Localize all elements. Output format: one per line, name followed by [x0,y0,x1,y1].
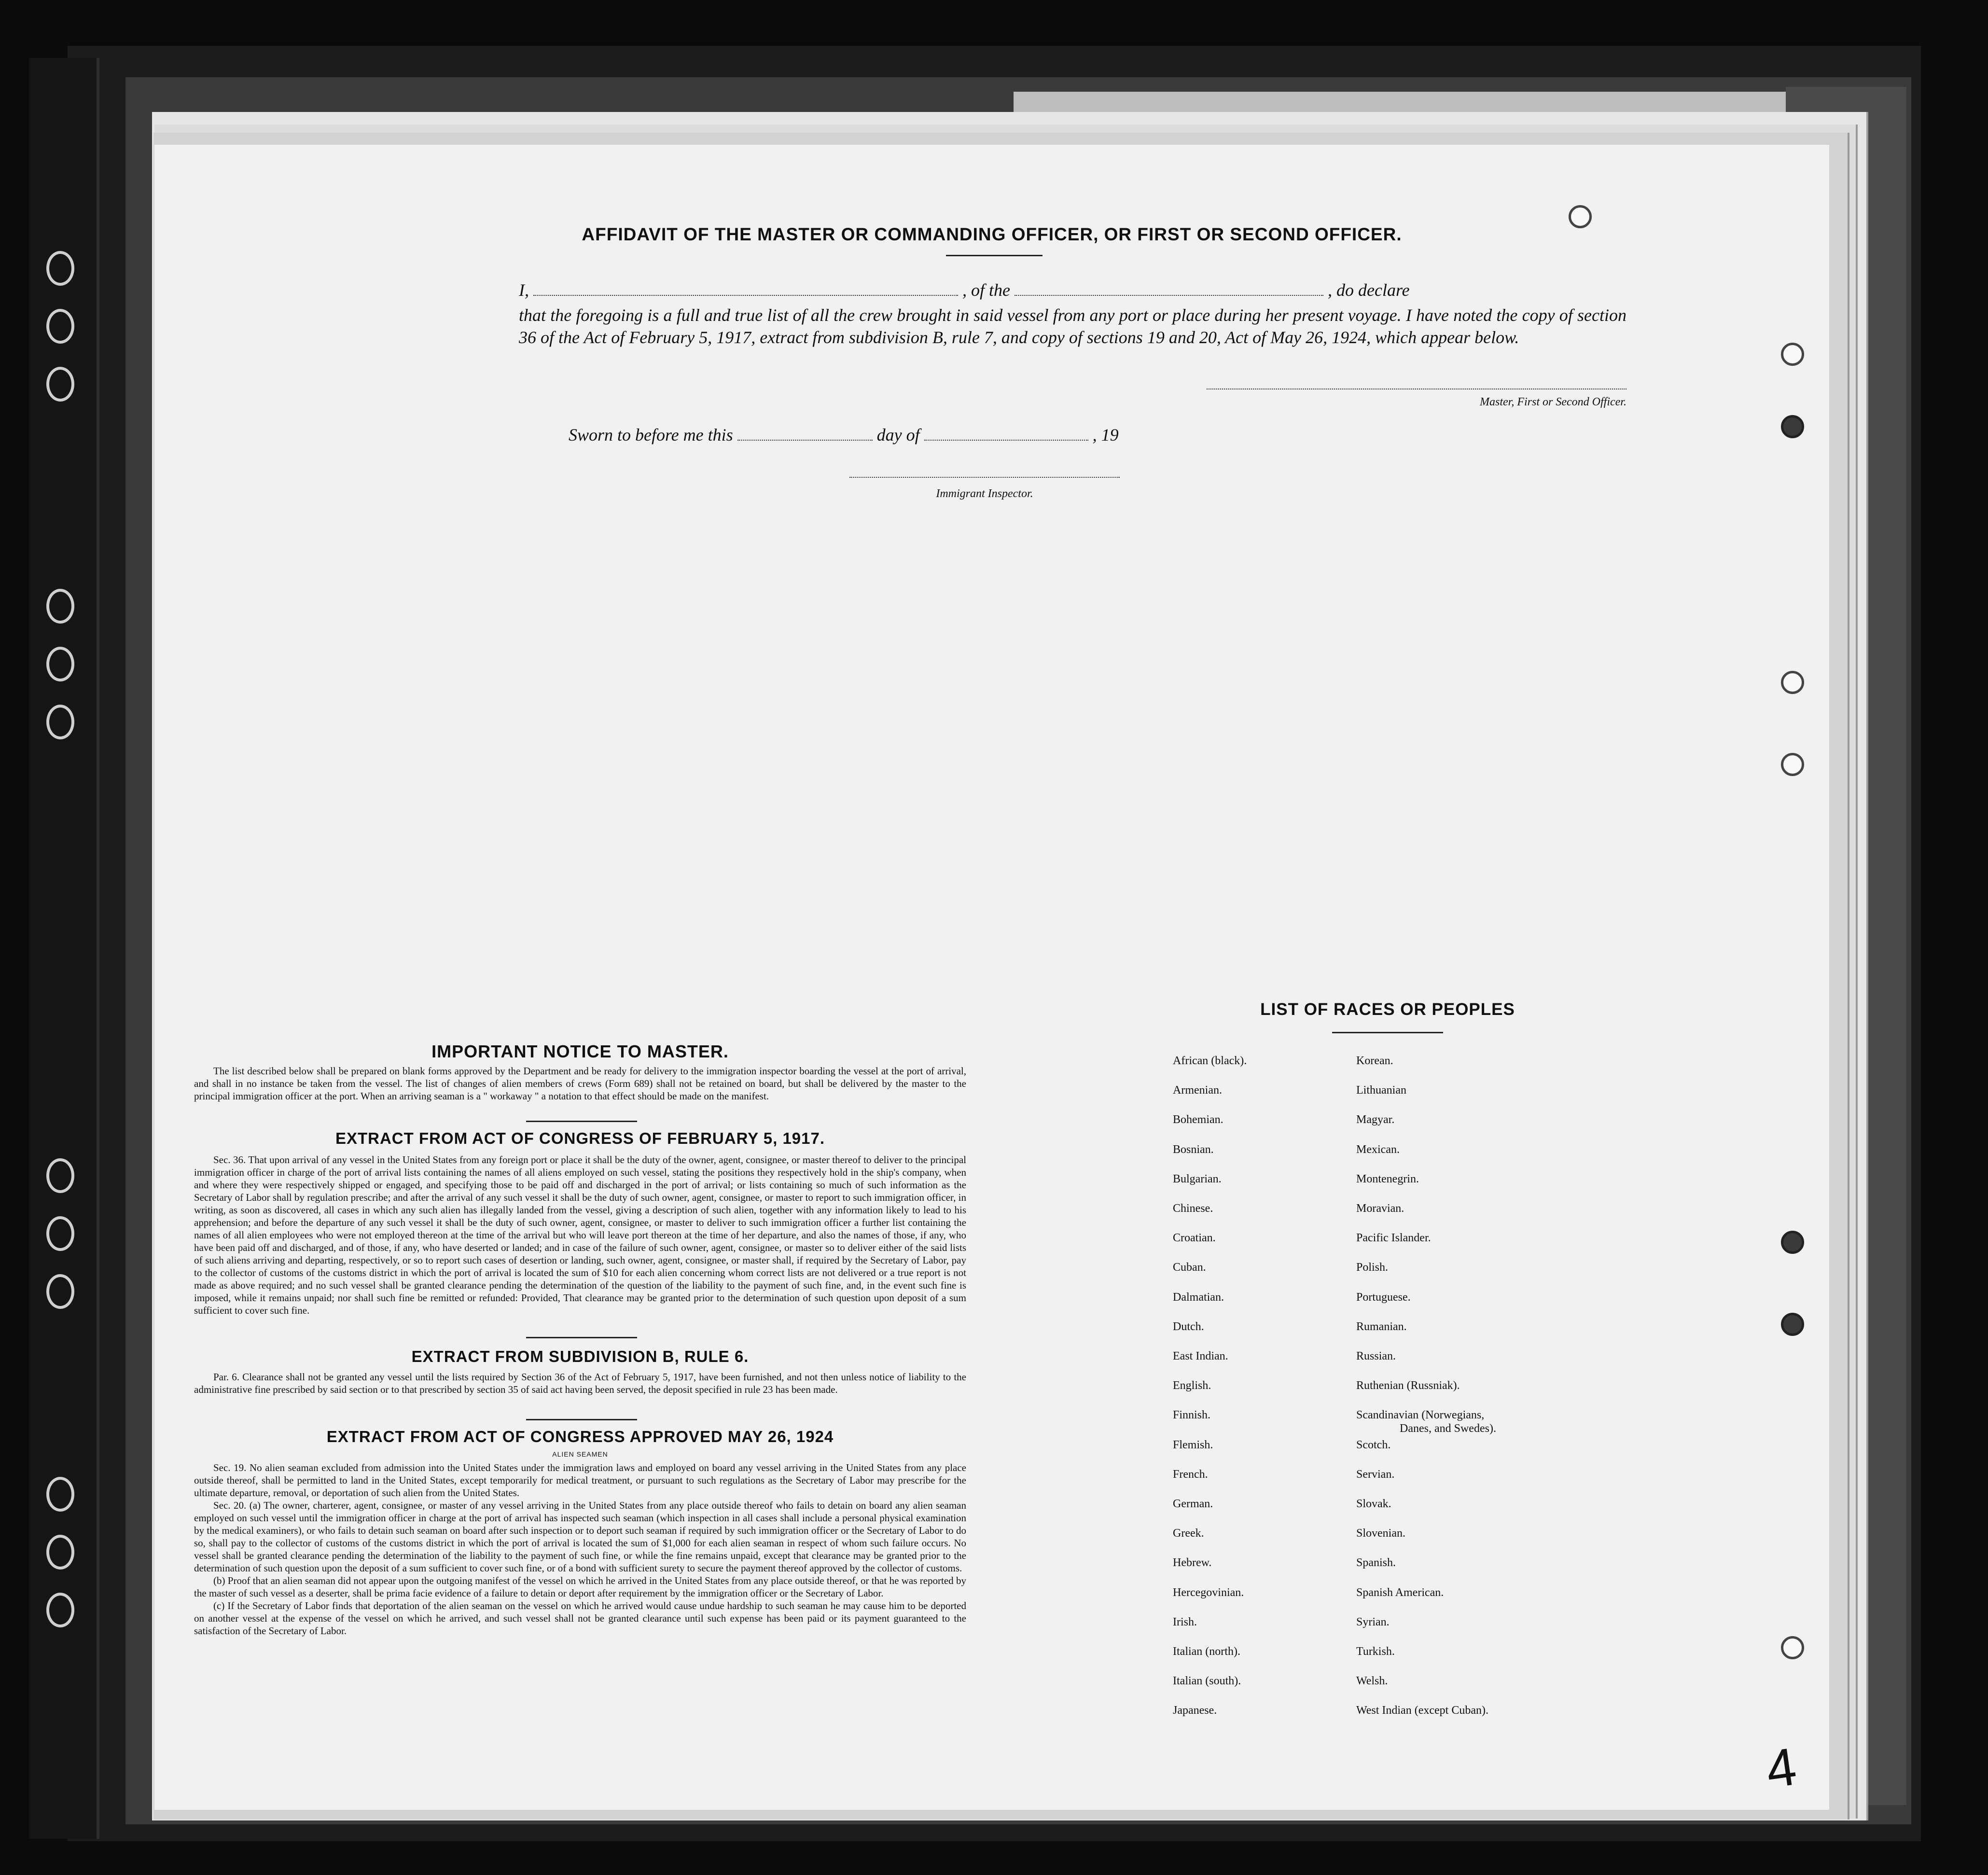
race-list-item: Hebrew. [1173,1556,1212,1569]
punch-hole [1781,1313,1804,1336]
section-20b-paragraph: (b) Proof that an alien seaman did not appear upon the outgoing manifest of the vessel on which he arrived in the United States from any place outside thereof, or that he was reported by the master of such vessel as a deserter, shall be prima facie evidence of a failure to detain or deport after requirement by the immigration officer or the Secretary of Labor. [194,1575,966,1599]
binder-strip [29,58,99,1839]
race-list-item-continuation: Danes, and Swedes). [1400,1422,1496,1435]
race-list-item: Spanish. [1356,1556,1396,1569]
sworn-line [569,422,1341,445]
declaration-body: that the foregoing is a full and true list of all the crew brought in said vessel from any port or place during her present voyage. I have noted the copy of section 36 of the Act of February 5, 1917, extract from subdivision B, rule 7, and copy of sections 19 and 20, Act of May 26, 1924, which appear below. [519,306,1627,347]
race-list-item: Polish. [1356,1261,1389,1274]
extract-1917-title: EXTRACT FROM ACT OF CONGRESS OF FEBRUARY 5, 1917. [335,1129,825,1147]
punch-hole [1781,671,1804,694]
race-list-item: Scotch. [1356,1438,1391,1451]
race-list-item: Servian. [1356,1468,1395,1481]
extract-1924-subtitle: ALIEN SEAMEN [552,1450,608,1458]
race-list-item: Japanese. [1173,1704,1217,1717]
race-list-item: Spanish American. [1356,1586,1444,1599]
declaration-do-declare: , do declare [1327,280,1410,300]
title-divider [946,255,1043,256]
notice-paragraph: The list described below shall be prepared on blank forms approved by the Department and be ready for delivery to the immigration inspector boarding the vessel at the port of arrival, and shall in no instance be taken from the vessel. The list of changes of alien members of crews (Form 689) shall not be retained on board, but shall be delivered by the master to the principal immigration officer at the port. When an arriving seaman is a " workaway " a notation to that effect should be made on the manifest. [194,1065,966,1102]
binder-hole [46,589,74,624]
punch-hole [1781,343,1804,366]
punch-hole [1781,415,1804,438]
section-36-paragraph: Sec. 36. That upon arrival of any vessel in the United States from any foreign port or place it shall be the duty of the owner, agent, consignee, or master thereof to deliver to the principal immigration officer in charge of the port of arrival lists containing the names of all aliens employed on such vessel, stating the positions they respectively hold in the ship's company, when and where they were respectively shipped or engaged, and specifying those to be paid off and discharged in the port of arrival; or lists containing so much of such information as the Secretary of Labor shall by regulation prescribe; and after the arrival of any such vessel it shall be the duty of such owner, agent, consignee, or master to report to such immigration officer, in writing, as soon as discovered, all cases in which any such alien has illegally landed from the vessel, giving a description of such alien, together with any information likely to lead to his apprehension; and before the departure of any such vessel it shall be the duty of such owner, agent, consignee, or master to deliver to such immigration officer a further list containing the names of all alien employees who were not employed thereon at the time of the arrival but who will leave port thereon at the time of her departure, and also the names of those, if any, who have been paid off and discharged, and of those, if any, who have deserted or landed; and in case of the failure of such owner, agent, consignee, or master so to deliver either of the said lists of such aliens arriving and departing, respectively, or so to report such cases of desertion or landing, such owner, agent, consignee, or master shall, if required by the Secretary of Labor, pay to the collector of customs of the customs district in which the port of arrival is located the sum of $10 for each alien concerning whom correct lists are not delivered or a true report is not made as above required; and no such vessel shall be granted clearance pending the determination of the question of the liability to the payment of such fine, and, in the event such fine is imposed, while it remains unpaid; nor shall such fine be remitted or refunded: Provided, That clearance may be granted prior to the determination of such question upon deposit of a sum sufficient to cover such fine. [194,1154,966,1316]
race-list-item: Finnish. [1173,1409,1211,1422]
affidavit-title: AFFIDAVIT OF THE MASTER OR COMMANDING OFFICER, OR FIRST OR SECOND OFFICER. [582,224,1402,244]
punch-hole [1781,1231,1804,1254]
binder-hole [46,705,74,739]
vessel-name-blank [1015,278,1323,296]
binder-hole [46,1216,74,1251]
sworn-year-prefix: , 19 [1092,425,1119,444]
race-list-item: Korean. [1356,1055,1393,1067]
binder-hole [46,1274,74,1309]
declaration-line [519,278,1627,300]
binder-hole [46,1158,74,1193]
race-list-item: East Indian. [1173,1350,1228,1362]
extract-1917-body [194,1153,966,1317]
race-list-item: Italian (north). [1173,1645,1240,1658]
race-list-item: Italian (south). [1173,1675,1241,1688]
race-list-item: Greek. [1173,1527,1204,1540]
section-20c-paragraph: (c) If the Secretary of Labor finds that deportation of the alien seaman on the vessel on which he arrived would cause undue hardship to such seaman he may cause him to be deported on another vessel at the expense of the vessel on which he arrived, and such vessel shall not be granted clearance until such expense has been paid or its payment guaranteed to the satisfaction of the Secretary of Labor. [194,1600,966,1637]
notice-title: IMPORTANT NOTICE TO MASTER. [431,1042,729,1061]
binder-hole [46,1477,74,1512]
race-list-item: Slovak. [1356,1498,1391,1510]
race-list-item: Turkish. [1356,1645,1395,1658]
race-list-item: Ruthenian (Russniak). [1356,1379,1460,1392]
race-list-item: Croatian. [1173,1232,1216,1245]
race-list-item: Hercegovinian. [1173,1586,1244,1599]
race-list-item: Bulgarian. [1173,1172,1222,1185]
document-page [154,145,1829,1810]
section-19-paragraph: Sec. 19. No alien seaman excluded from admission into the United States under the immigration laws and employed on board any vessel arriving in the United States from any place outside thereof, shall be permitted to land in the United States, except temporarily for medical treatment, or pursuant to such regulations as the Secretary of Labor may prescribe for the ultimate departure, removal, or deportation of such alien from the United States. [194,1462,966,1499]
inspector-label: Immigrant Inspector. [936,487,1033,500]
race-list-item: Bosnian. [1173,1143,1214,1156]
section-divider [526,1121,637,1122]
race-list-item: Irish. [1173,1615,1197,1628]
master-name-blank [533,278,958,296]
handwritten-mark: 4 [1762,1736,1800,1800]
sworn-day-blank [737,422,873,441]
extract-1924-body [194,1461,966,1637]
punch-hole [1781,1636,1804,1659]
inspector-signature-line [849,477,1120,478]
binder-hole [46,1535,74,1569]
notice-body [194,1065,966,1102]
binder-hole [46,647,74,681]
master-signature-label: Master, First or Second Officer. [1480,396,1627,408]
sworn-month-blank [924,422,1088,441]
race-list-item: Dutch. [1173,1320,1204,1333]
binder-hole [46,309,74,344]
race-list-item: Cuban. [1173,1261,1206,1274]
race-list-item: Magyar. [1356,1113,1395,1126]
race-list-item: Armenian. [1173,1084,1222,1097]
section-20a-paragraph: Sec. 20. (a) The owner, charterer, agent, consignee, or master of any vessel arriving in the United States from any place outside thereof who fails to detain on board any alien seaman employed on such vessel until the immigration officer in charge at the port of arrival has inspected such seaman (which inspection in all cases shall include a personal physical examination by the medical examiners), or who fails to detain such seaman on board after such inspection or to deport such seaman if required by such immigration officer or the Secretary of Labor to do so, shall pay to the collector of customs of the customs district in which the port of arrival is located the sum of $1,000 for each alien seaman in respect of whom such failure occurs. No vessel shall be granted clearance pending the determination of the liability to the payment of such fine, or while the fine remains unpaid, except that clearance may be granted prior to the determination of such question upon the deposit of a sum sufficient to cover such fine, or of a bond with sufficient surety to secure the payment thereof approved by the collector of customs. [194,1500,966,1574]
race-list-item: English. [1173,1379,1211,1392]
race-list-item: Lithuanian [1356,1084,1406,1097]
declaration-i: I, [519,280,529,300]
race-list-item: Slovenian. [1356,1527,1405,1540]
race-list-item: Chinese. [1173,1202,1213,1215]
punch-hole [1781,753,1804,776]
race-list-item: French. [1173,1468,1208,1481]
races-divider [1332,1032,1443,1033]
race-list-item: Dalmatian. [1173,1291,1224,1304]
extract-rule6-title: EXTRACT FROM SUBDIVISION B, RULE 6. [411,1347,749,1365]
races-title: LIST OF RACES OR PEOPLES [1260,1000,1515,1019]
section-divider [526,1337,637,1338]
sworn-prefix: Sworn to before me this [569,425,733,444]
extract-1924-title: EXTRACT FROM ACT OF CONGRESS APPROVED MAY 26, 1924 [326,1428,834,1445]
race-list-item: Syrian. [1356,1615,1390,1628]
race-list-item: Rumanian. [1356,1320,1407,1333]
race-list-item: Montenegrin. [1356,1172,1419,1185]
extract-rule6-body [194,1371,966,1396]
race-list-item: Portuguese. [1356,1291,1411,1304]
race-list-item: African (black). [1173,1055,1247,1067]
race-list-item: Flemish. [1173,1438,1213,1451]
section-divider [526,1419,637,1420]
race-list-item: Mexican. [1356,1143,1400,1156]
binder-hole [46,251,74,286]
race-list-item: Welsh. [1356,1675,1388,1688]
binder-hole [46,1593,74,1627]
race-list-item: Bohemian. [1173,1113,1223,1126]
rule-6-paragraph: Par. 6. Clearance shall not be granted any vessel until the lists required by Section 36 of the Act of February 5, 1917, have been furnished, and not then unless notice of liability to the administrative fine prescribed by said section or to that prescribed by section 35 of said act having been served, the deposit specified in rule 23 has been made. [194,1371,966,1395]
declaration-of-the: , of the [962,280,1010,300]
race-list-item: Scandinavian (Norwegians, [1356,1409,1485,1422]
race-list-item: Pacific Islander. [1356,1232,1431,1245]
race-list-item: Russian. [1356,1350,1396,1362]
sworn-day-of: day of [876,425,920,444]
race-list-item: German. [1173,1498,1213,1510]
race-list-item: Moravian. [1356,1202,1404,1215]
binder-hole [46,367,74,402]
race-list-item: West Indian (except Cuban). [1356,1704,1488,1717]
